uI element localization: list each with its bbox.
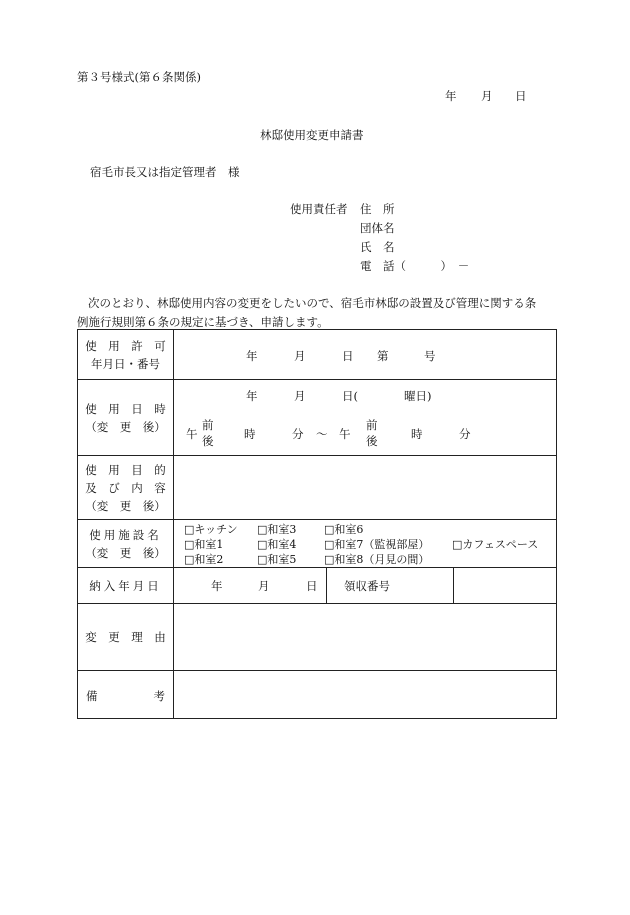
purpose-label: 使 用 目 的 及 び 内 容 （変 更 後）: [78, 456, 174, 520]
facility-cafe-checkbox[interactable]: □カフェスペース: [452, 538, 539, 551]
permit-label: 使 用 許 可 年月日・番号: [78, 330, 174, 380]
facility-row: [78, 520, 557, 568]
remarks-field[interactable]: [174, 671, 557, 719]
payment-row: [78, 568, 557, 604]
applicant-role-label: 使用責任者: [290, 202, 348, 216]
remarks-label: 備 考: [78, 671, 174, 719]
applicant-group-label: 団体名: [360, 221, 395, 235]
applicant-phone-label: 電 話（ ） －: [360, 259, 470, 273]
reason-row: [78, 604, 557, 671]
payment-field: 年 月 日 領収番号: [174, 568, 557, 604]
reason-label: 変 更 理 由: [78, 604, 174, 671]
facility-washitsu2-checkbox[interactable]: □和室2: [184, 553, 224, 566]
facility-washitsu5-checkbox[interactable]: □和室5: [257, 553, 297, 566]
intro-text-line2: 例施行規則第６条の規定に基づき、申請します。: [77, 315, 329, 329]
permit-row: [78, 330, 557, 380]
permit-field[interactable]: 年 月 日 第 号: [174, 330, 557, 380]
application-form-table: [77, 329, 557, 719]
form-number: 第３号様式(第６条関係): [77, 70, 201, 84]
date-day-label: 日: [515, 89, 527, 103]
facility-washitsu8-checkbox[interactable]: □和室8（月見の間）: [324, 553, 430, 566]
facility-washitsu1-checkbox[interactable]: □和室1: [184, 538, 224, 551]
facility-washitsu6-checkbox[interactable]: □和室6: [324, 523, 364, 536]
purpose-row: [78, 456, 557, 520]
facility-label: 使用施設名 （変 更 後）: [78, 520, 174, 568]
datetime-field[interactable]: 年 月 日( 曜日) 午 前 後 時 分 ～ 午 前 後 時 分: [174, 380, 557, 456]
payment-label: 納入年月日: [78, 568, 174, 604]
applicant-address-label: 住 所: [360, 202, 395, 216]
facility-washitsu4-checkbox[interactable]: □和室4: [257, 538, 297, 551]
reason-field[interactable]: [174, 604, 557, 671]
applicant-name-label: 氏 名: [360, 240, 395, 254]
purpose-field[interactable]: [174, 456, 557, 520]
facility-washitsu3-checkbox[interactable]: □和室3: [257, 523, 297, 536]
datetime-label: 使 用 日 時 （変 更 後）: [78, 380, 174, 456]
receipt-number-label: 領収番号: [344, 579, 390, 593]
intro-text-line1: 次のとおり、林邸使用内容の変更をしたいので、宿毛市林邸の設置及び管理に関する条: [88, 296, 537, 310]
date-year-label: 年: [445, 89, 457, 103]
remarks-row: [78, 671, 557, 719]
date-month-label: 月: [481, 89, 493, 103]
facility-field: [174, 520, 557, 568]
document-title: 林邸使用変更申請書: [260, 128, 364, 142]
addressee: 宿毛市長又は指定管理者 様: [90, 165, 240, 179]
facility-washitsu7-checkbox[interactable]: □和室7（監視部屋）: [324, 538, 430, 551]
datetime-row: [78, 380, 557, 456]
facility-kitchen-checkbox[interactable]: □キッチン: [184, 523, 238, 536]
